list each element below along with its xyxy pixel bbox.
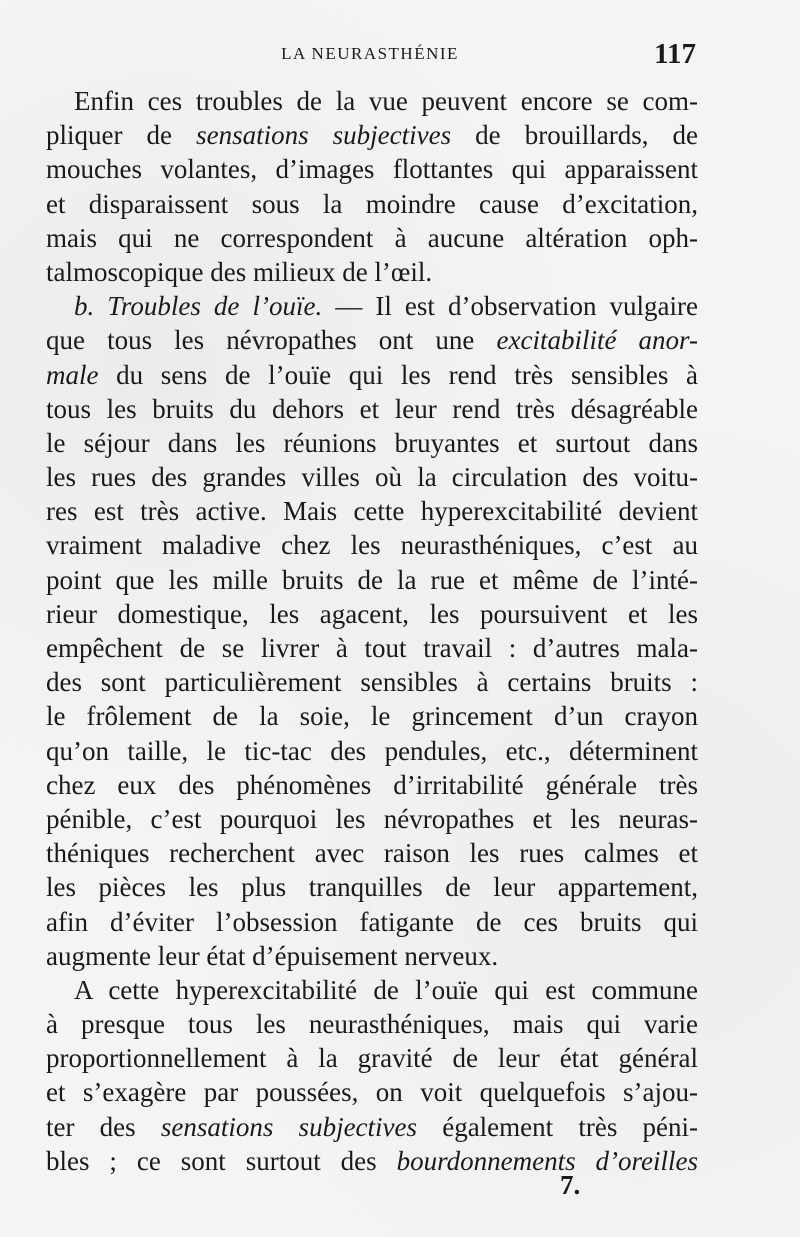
text-line: [46, 221, 698, 255]
text-segment: à presque tous les neurasthéniques, mais qui varie: [46, 1009, 698, 1040]
text-segment: res est très active. Mais cette hyperexcitabilité devient: [46, 496, 698, 527]
text-line: [46, 563, 698, 597]
text-segment: du sens de l’ouïe qui les rend très sensibles à: [98, 359, 698, 390]
text-segment: et s’exagère par poussées, on voit quelquefois s’ajou-: [46, 1077, 698, 1108]
text-segment: que tous les névropathes ont une: [46, 325, 497, 356]
text-line: [46, 426, 698, 460]
italic-segment: sensations subjectives: [160, 1111, 418, 1142]
text-line: [46, 152, 698, 186]
text-segment: A cette hyperexcitabilité de l’ouïe qui est commune: [74, 974, 698, 1005]
page-number: 117: [654, 38, 696, 70]
text-segment: point que les mille bruits de la rue et même de l’inté-: [46, 564, 698, 595]
text-line: [46, 528, 698, 562]
text-line: [46, 187, 698, 221]
italic-segment: sensations subjectives: [196, 120, 452, 151]
text-line: [46, 905, 698, 939]
text-line: [46, 973, 698, 1007]
text-segment: mais qui ne correspondent à aucune altération oph-: [46, 222, 698, 253]
text-line: [46, 631, 698, 665]
text-line: [46, 118, 698, 152]
text-segment: proportionnellement à la gravité de leur état général: [46, 1043, 698, 1074]
text-segment: bles ; ce sont surtout des: [46, 1145, 397, 1176]
text-segment: les rues des grandes villes où la circulation des voitu-: [46, 462, 698, 493]
text-line: [46, 323, 698, 357]
text-line: [46, 1007, 698, 1041]
text-segment: ter des: [46, 1111, 161, 1142]
body-text: [46, 84, 698, 1178]
text-segment: pliquer de: [46, 120, 197, 151]
text-line: [46, 734, 698, 768]
text-segment: — Il est d’observation vulgaire: [322, 291, 698, 322]
text-line: [46, 836, 698, 870]
text-line: [46, 768, 698, 802]
text-line: [46, 358, 698, 392]
text-segment: théniques recherchent avec raison les rues calmes et: [46, 838, 698, 869]
italic-segment: excitabilité anor-: [496, 325, 698, 356]
text-segment: le séjour dans les réunions bruyantes et surtout dans: [46, 427, 698, 458]
italic-segment: b. Troubles de l’ouïe.: [74, 291, 323, 322]
text-line: [46, 802, 698, 836]
running-title: LA NEURASTHÉNIE: [281, 44, 459, 63]
text-segment: vraiment maladive chez les neurasthéniques, c’est au: [46, 530, 698, 561]
text-line: [46, 460, 698, 494]
italic-segment: male: [46, 359, 99, 390]
text-segment: augmente leur état d’épuisement nerveux.: [46, 940, 499, 971]
text-segment: également très péni-: [417, 1111, 698, 1142]
text-segment: chez eux des phénomènes d’irritabilité générale très: [46, 769, 698, 800]
text-line: [46, 494, 698, 528]
text-line: [46, 289, 698, 323]
text-segment: et disparaissent sous la moindre cause d’excitation,: [46, 188, 698, 219]
text-segment: afin d’éviter l’obsession fatigante de ces bruits qui: [46, 906, 698, 937]
text-segment: le frôlement de la soie, le grincement d’un crayon: [46, 701, 698, 732]
text-segment: des sont particulièrement sensibles à certains bruits :: [46, 667, 698, 698]
text-segment: mouches volantes, d’images flottantes qui apparaissent: [46, 154, 698, 185]
text-segment: pénible, c’est pourquoi les névropathes et les neuras-: [46, 803, 698, 834]
running-head: [44, 38, 696, 74]
text-line: [46, 939, 698, 973]
text-line: [46, 665, 698, 699]
text-segment: tous les bruits du dehors et leur rend très désagréable: [46, 393, 698, 424]
text-line: [46, 1110, 698, 1144]
text-segment: les pièces les plus tranquilles de leur appartement,: [46, 872, 698, 903]
signature-mark: 7.: [560, 1170, 581, 1200]
text-segment: qu’on taille, le tic-tac des pendules, etc., déterminent: [46, 735, 698, 766]
text-segment: rieur domestique, les agacent, les poursuivent et les: [46, 598, 698, 629]
text-line: [46, 597, 698, 631]
text-line: [46, 255, 698, 289]
text-segment: de brouillards, de: [451, 120, 699, 151]
text-segment: talmoscopique des milieux de l’œil.: [46, 256, 433, 287]
text-segment: Enfin ces troubles de la vue peuvent encore se com-: [74, 86, 698, 116]
text-line: [46, 1144, 698, 1178]
text-line: [46, 699, 698, 733]
text-line: [46, 870, 698, 904]
text-line: [46, 84, 698, 118]
text-segment: empêchent de se livrer à tout travail : d’autres mala-: [46, 633, 698, 663]
text-line: [46, 392, 698, 426]
italic-segment: bourdonnements d’oreilles: [396, 1145, 698, 1176]
text-line: [46, 1075, 698, 1109]
text-line: [46, 1041, 698, 1075]
